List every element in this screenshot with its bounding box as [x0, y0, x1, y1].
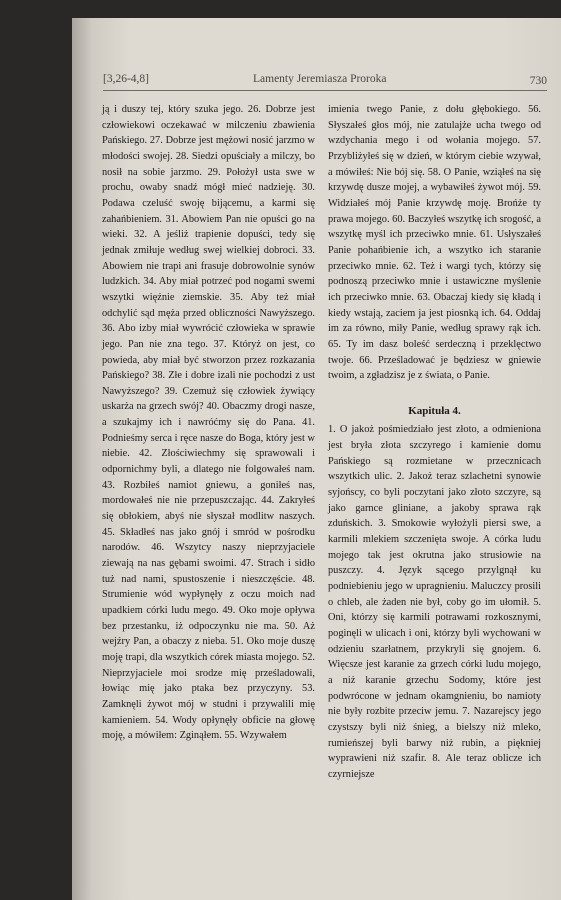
left-column-text: ją i duszy tej, który szuka jego. 26. Dobrze jest człowiekowi oczekawać w milczeniu zbawienia Pańskiego. 27. Dobrze jest mężowi nosić jarzmo w młodości swojej. 28. Siedzi opuściały a milczy, bo nosił na sobie jarzmo. 29. Położył usta swe w prochu, owaby snadź mógł mieć nadzieję. 30. Podawa czeluść swoję bijącemu, a karmi się zahańbieniem. 31. Abowiem Pan nie opuści go na wieki. 32. A jeśliż trapienie dopuści, tedy się jednak zmiłuje według swej wielkiej dobroci. 33. Abowiem nie trapi ani frasuje dobrowolnie synów ludzkich. 34. Aby miał potrzeć pod nogami swemi wszytki więźnie ziemskie. 35. Aby też miał odchylić sąd męża przed obliczności Nawyższego. 36. Abo izby miał wywrócić człowieka w sprawie jego. Pan nie zna tego. 37. Któryż on jest, co powieda, aby miał być stworzon przez rozkazania Pańskiego? 38. Złe i dobre izali nie pochodzi z ust Nawyższego? 39. Czemuż się człowiek żywiący uskarża na grzech swój? 40. Obaczmy drogi nasze, a szukajmy ich i nawróćmy się do Pana. 41. Podnieśmy serca i ręce nasze do Boga, który jest w niebie. 42. Złościwiechmy się sprawowali i odpornichmy byli, a dlatego nie folgowałeś nam. 43. Rozbiłeś namiot gniewu, a goniłeś nas, mordowałeś nie nie przepuszczając. 44. Zakryłeś się obłokiem, abyś nie słyszał modlitw naszych. 45. Składłeś nas jako gnój i smród w pośrodku narodów. 46. Wszytcy naszy nieprzyjaciele ziewają na nas gębami swoimi. 47. Strach i sidło tuż nad nami, spustoszenie i nieszczęście. 48. Strumienie wód wypłynęły z oczu moich nad upadkiem córki ludu mego. 49. Oko moje opływa bez przestanku, iż odpoczynku nie ma. 50. Aż wejźry Pan, a obaczy z nieba. 51. Oko moje duszę moję trapi, dla wszytkich córek miasta mojego. 52. Nieprzyjaciele moi srodze mię prześladowali, łowiąc mię jako ptaka bez przyczyny. 53. Zamknęli żywot mój w studni i przywalili mię kamieniem. 54. Wody opłynęły obficie na głowę moję, a mówiłem: Zginąłem. 55. Wzywałem: [102, 104, 315, 742]
right-column-text-top: imienia twego Panie, z dołu głębokiego. 56. Słyszałeś głos mój, nie zatulajże ucha twego od wzdychania mego i od wołania mojego. 57. Przybliżyłeś się w dzień, w którym ciebie wzywał, a mówiłeś: Nie bój się. 58. O Panie, wziąłeś na się krzywdę dusze mojej, a wybawiłeś żywot mój. 59. Widziałeś mój Panie krzywdę moję. Brońże ty prawa mojego. 60. Baczyłeś wszytkę ich srogość, a wszytkę myśl ich przeciwko mnie. 61. Usłyszałeś Panie pohańbienie ich, a wszytko ich staranie przeciwko mnie. 62. Też i wargi tych, którzy się podnoszą przeciwko mnie i ustawiczne myślenie ich przeciwko mnie. 63. Obaczaj kiedy się kładą i kiedy wstają, zaciem ja jest piosnką ich. 64. Oddaj im za równo, miły Panie, według sprawy rąk ich. 65. Ty im dasz boleść serdeczną i przeklęctwo twoje. 66. Prześladować je będziesz w gniewie twoim, a zgładzisz je z świata, o Panie.: [328, 104, 541, 382]
running-header: [103, 73, 547, 91]
right-column: [328, 102, 541, 783]
book-title: Lamenty Jeremiasza Proroka: [253, 73, 387, 85]
page-number: 730: [529, 75, 547, 87]
left-column: [102, 102, 315, 744]
verse-range: [3,26-4,8]: [103, 73, 149, 85]
book-page: [72, 18, 561, 900]
header-rule: [103, 90, 547, 91]
chapter-heading: Kapituła 4.: [408, 404, 461, 417]
right-column-text-bottom: 1. O jakoż pośmiedziało jest złoto, a odmieniona jest bryła złota szczyrego i kamienie domu Pańskiego są rozmietane w przecznicach wszytkich ulic. 2. Jakoż teraz szlachetni synowie syjońscy, co byli poczytani jako złoto szczyre, są jako garnce gliniane, a jakoby sprawa rąk zduńskich. 3. Smokowie wyłożyli piersi swe, a karmili mlekiem szczenięta swoje. A córka ludu mojego tak jest okrutna jako strusiowie na puszczy. 4. Język sącego przylgnął ku podniebieniu jego w upragnieniu. Maluczcy prosili o chleb, ale żaden nie był, coby go im ułomił. 5. Oni, którzy się karmili potrawami rozkosznymi, poginęli w ulicach i oni, którzy byli wychowani w odzieniu szarłatnem, przykryli się gnojem. 6. Więcsze jest karanie za grzech córki ludu mojego, a niż karanie grzechu Sodomy, które jest podwrócone w jednam okamgnieniu, bo namioty nie były rozbite przeciw jemu. 7. Nazarejscy jego czystszy byli niż śnieg, a bielszy niż mleko, rumieńszej byli barwy niż rubin, a piękniej wyprawieni niż szafir. 8. Ale teraz oblicze ich czyrniejsze: [328, 424, 541, 780]
